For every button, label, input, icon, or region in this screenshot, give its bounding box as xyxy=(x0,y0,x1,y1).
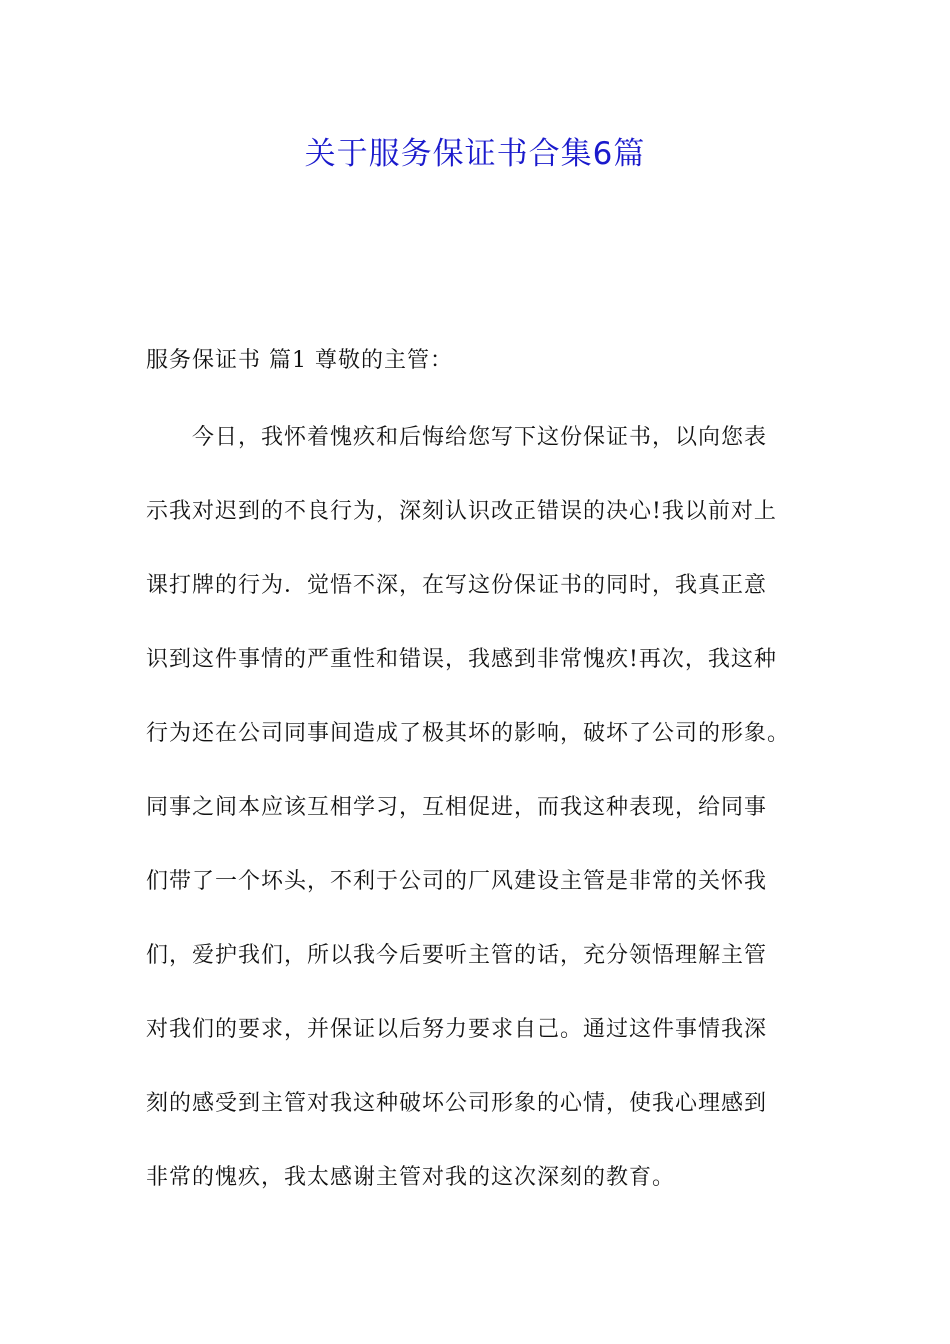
paragraph-line: 非常的愧疚，我太感谢主管对我的这次深刻的教育。 xyxy=(146,1165,676,1190)
paragraph-line: 行为还在公司同事间造成了极其坏的影响，破坏了公司的形象。 xyxy=(146,721,791,746)
paragraph-line: 识到这件事情的严重性和错误，我感到非常愧疚!再次，我这种 xyxy=(146,647,777,672)
paragraph-line: 课打牌的行为．觉悟不深，在写这份保证书的同时，我真正意 xyxy=(146,573,768,598)
paragraph-line: 同事之间本应该互相学习，互相促进，而我这种表现，给同事 xyxy=(146,795,768,820)
section-heading-line: 服务保证书 篇1 尊敬的主管： xyxy=(146,348,453,373)
document-title: 关于服务保证书合集6篇 xyxy=(304,136,646,172)
paragraph-line: 们带了一个坏头，不利于公司的厂风建设主管是非常的关怀我 xyxy=(146,869,768,894)
paragraph-line: 今日，我怀着愧疚和后悔给您写下这份保证书，以向您表 xyxy=(192,425,768,450)
paragraph-line: 示我对迟到的不良行为，深刻认识改正错误的决心!我以前对上 xyxy=(146,499,777,524)
body-paragraph xyxy=(146,420,826,1234)
paragraph-line: 们，爱护我们，所以我今后要听主管的话，充分领悟理解主管 xyxy=(146,943,768,968)
paragraph-line: 对我们的要求，并保证以后努力要求自己。通过这件事情我深 xyxy=(146,1017,768,1042)
paragraph-line: 刻的感受到主管对我这种破坏公司形象的心情，使我心理感到 xyxy=(146,1091,768,1116)
